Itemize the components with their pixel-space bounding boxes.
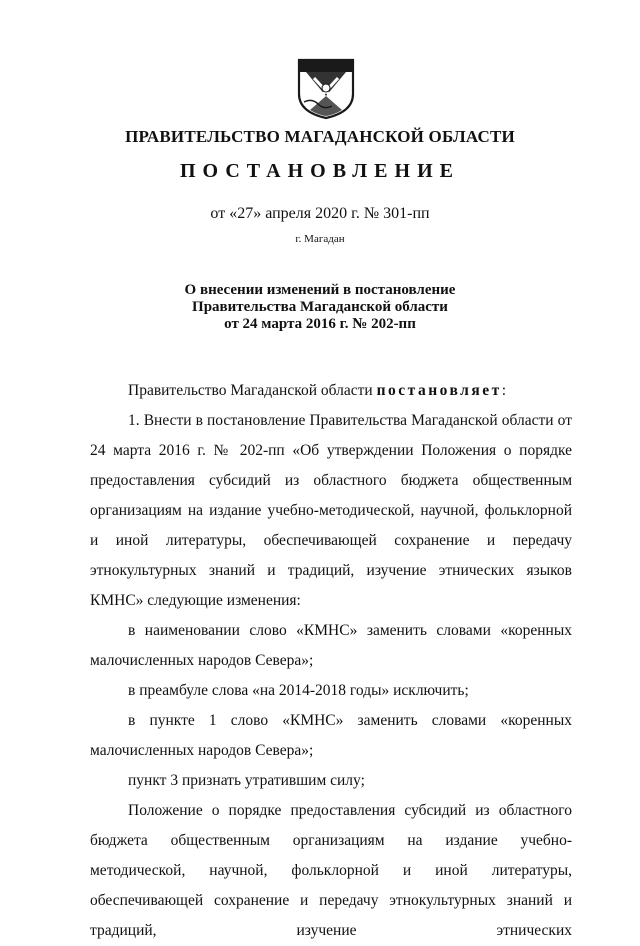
paragraph-4: в пункте 1 слово «КМНС» заменить словами «коренных малочисленных народов Севера»; [90,712,572,759]
paragraph-3: в преамбуле слова «на 2014-2018 годы» исключить; [128,682,469,699]
document-body [90,376,572,946]
intro-keyword: постановляет [376,382,502,399]
document-type: ПОСТАНОВЛЕНИЕ [180,160,460,182]
intro-colon: : [501,382,507,399]
subject-line-1: О внесении изменений в постановление [184,282,456,298]
magadan-coat-of-arms-icon [296,58,356,120]
subject-line-3: от 24 марта 2016 г. № 202-пп [224,316,416,332]
intro-text: Правительство Магаданской области [128,382,373,399]
document-subject [0,282,640,333]
paragraph-6: Положение о порядке предоставления субсидий из областного бюджета общественным организациям на издание учебно-методической, научной, фольклорной и иной литературы, обеспечивающей сохранение и передачу этнокультурных знаний и традиций, изучение этнических [90,802,572,939]
document-city: г. Магадан [295,233,345,245]
subject-line-2: Правительства Магаданской области [192,299,448,315]
intro-paragraph [90,376,572,406]
document-date-number: от «27» апреля 2020 г. № 301-пп [210,205,430,222]
organization-title: ПРАВИТЕЛЬСТВО МАГАДАНСКОЙ ОБЛАСТИ [125,127,515,146]
paragraph-2: в наименовании слово «КМНС» заменить словами «коренных малочисленных народов Севера»; [90,622,572,669]
paragraph-1: 1. Внести в постановление Правительства Магаданской области от 24 марта 2016 г. № 202-пп «Об утверждении Положения о порядке предоставления субсидий из областного бюджета общественным организациям на издание учебно-методической, научной, фольклорной и иной литературы, обеспечивающей сохранение и передачу этнокультурных знаний и традиций, изучение этнических языков КМНС» следующие изменения: [90,412,572,609]
paragraph-5: пункт 3 признать утратившим силу; [128,772,365,789]
